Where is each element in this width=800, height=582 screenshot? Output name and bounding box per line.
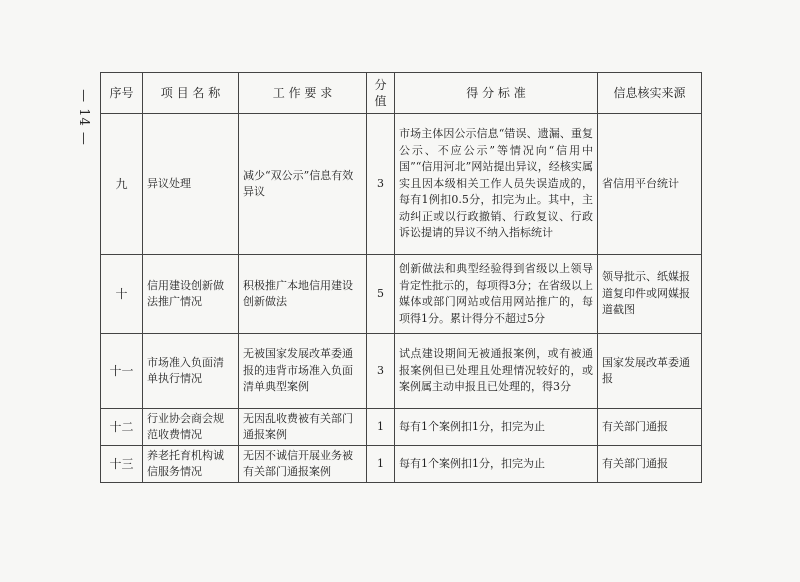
header-score: 分值	[367, 73, 395, 114]
cell-score: 3	[367, 114, 395, 255]
cell-source: 领导批示、纸媒报道复印件或网媒报道截图	[598, 255, 702, 334]
page-number	[68, 72, 98, 162]
table-row	[101, 255, 702, 334]
evaluation-table	[100, 72, 702, 483]
cell-seq: 十一	[101, 334, 143, 409]
cell-item: 行业协会商会规范收费情况	[143, 409, 239, 446]
cell-requirement: 无因不诚信开展业务被有关部门通报案例	[239, 446, 367, 483]
cell-standard: 创新做法和典型经验得到省级以上领导肯定性批示的，每项得3分；在省级以上媒体或部门网站或信用网站推广的，每项得1分。累计得分不超过5分	[395, 255, 598, 334]
cell-seq: 十	[101, 255, 143, 334]
header-requirement: 工 作 要 求	[239, 73, 367, 114]
cell-item: 市场准入负面清单执行情况	[143, 334, 239, 409]
cell-standard: 市场主体因公示信息“错误、遗漏、重复公示、不应公示”等情况向“信用中国”“信用河北”网站提出异议，经核实属实且因本级相关工作人员失误造成的，每有1例扣0.5分，扣完为止。其中，主动纠正或以行政撤销、行政复议、行政诉讼提请的异议不纳入指标统计	[395, 114, 598, 255]
cell-source: 有关部门通报	[598, 446, 702, 483]
table-row	[101, 446, 702, 483]
cell-source: 省信用平台统计	[598, 114, 702, 255]
table-row	[101, 409, 702, 446]
table-row	[101, 114, 702, 255]
header-seq: 序号	[101, 73, 143, 114]
cell-score: 1	[367, 446, 395, 483]
header-source: 信息核实来源	[598, 73, 702, 114]
cell-item: 异议处理	[143, 114, 239, 255]
cell-requirement: 无因乱收费被有关部门通报案例	[239, 409, 367, 446]
cell-requirement: 无被国家发展改革委通报的违背市场准入负面清单典型案例	[239, 334, 367, 409]
cell-score: 1	[367, 409, 395, 446]
cell-standard: 试点建设期间无被通报案例，或有被通报案例但已处理且处理情况较好的，或案例属主动申报且已处理的，得3分	[395, 334, 598, 409]
cell-requirement: 减少“双公示”信息有效异议	[239, 114, 367, 255]
cell-score: 3	[367, 334, 395, 409]
header-standard: 得 分 标 准	[395, 73, 598, 114]
cell-seq: 九	[101, 114, 143, 255]
cell-score: 5	[367, 255, 395, 334]
page-number-text: — 14 —	[75, 88, 91, 146]
cell-standard: 每有1个案例扣1分，扣完为止	[395, 446, 598, 483]
cell-source: 有关部门通报	[598, 409, 702, 446]
table-header-row	[101, 73, 702, 114]
cell-source: 国家发展改革委通报	[598, 334, 702, 409]
cell-item: 养老托育机构诚信服务情况	[143, 446, 239, 483]
cell-requirement: 积极推广本地信用建设创新做法	[239, 255, 367, 334]
table-row	[101, 334, 702, 409]
cell-seq: 十三	[101, 446, 143, 483]
cell-standard: 每有1个案例扣1分，扣完为止	[395, 409, 598, 446]
cell-item: 信用建设创新做法推广情况	[143, 255, 239, 334]
header-item: 项 目 名 称	[143, 73, 239, 114]
cell-seq: 十二	[101, 409, 143, 446]
